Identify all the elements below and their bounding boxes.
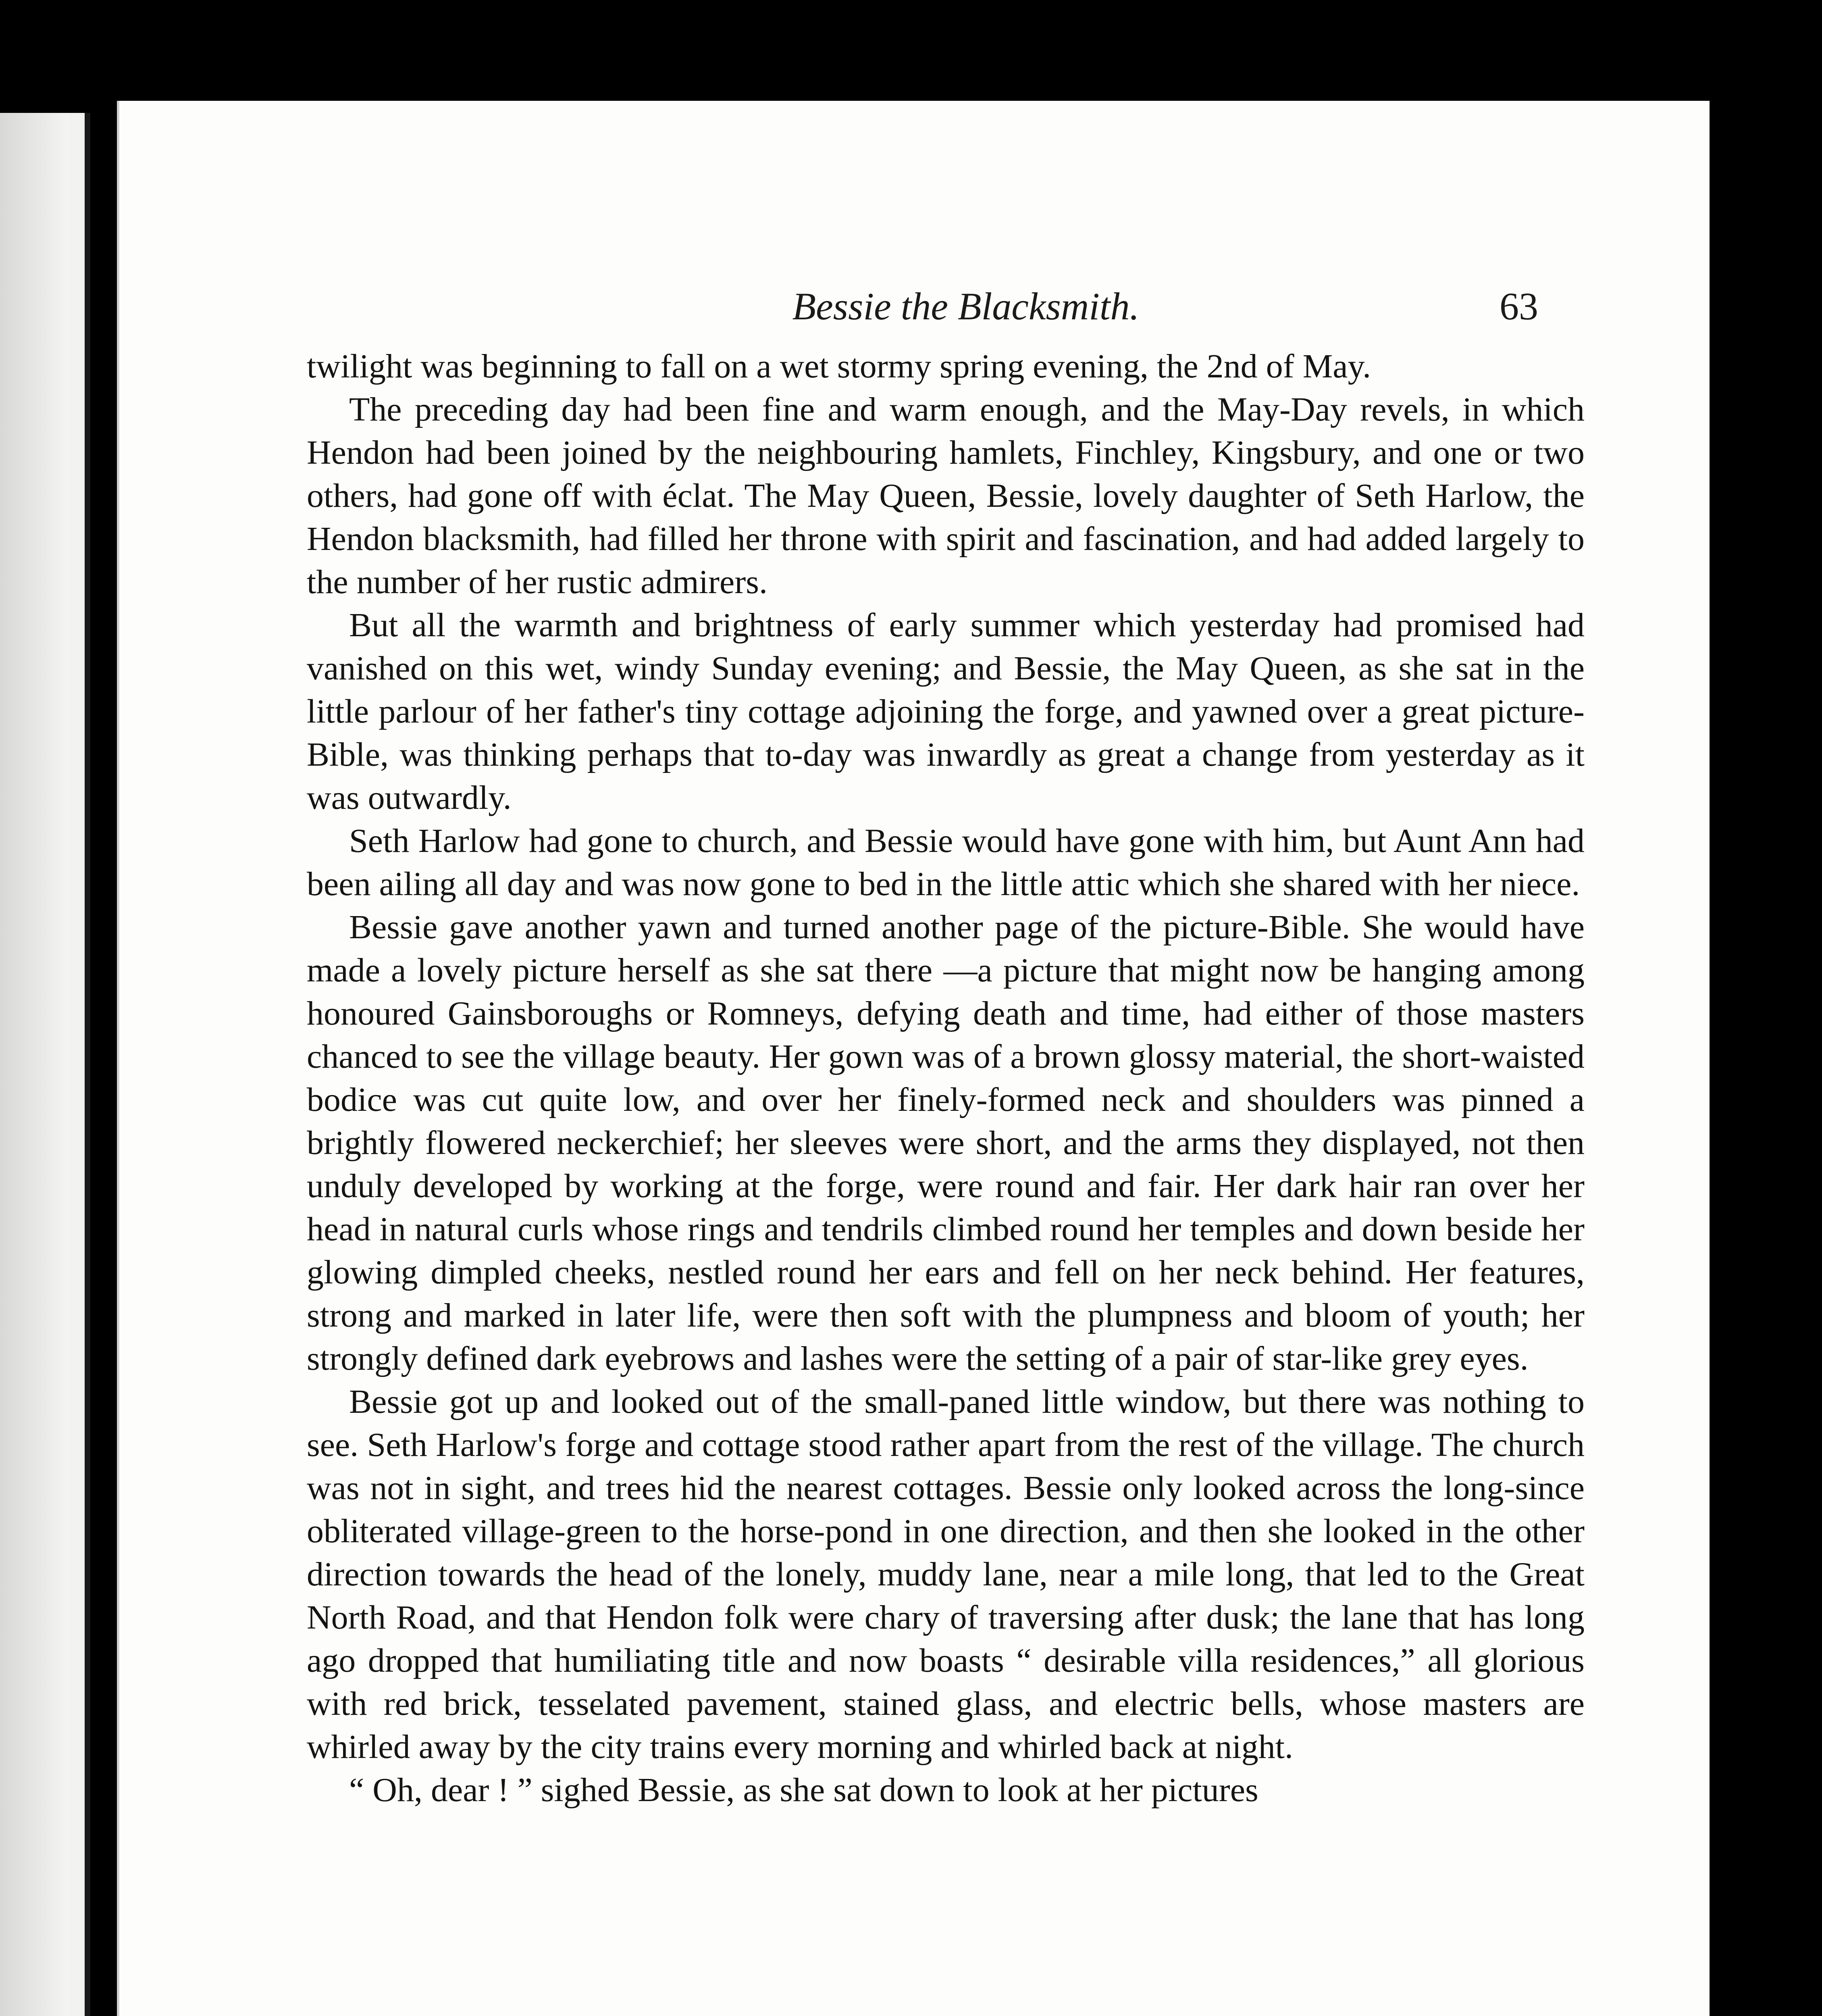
- facing-page-shadow: [0, 113, 69, 2016]
- paragraph-4: Seth Harlow had gone to church, and Bessie would have gone with him, but Aunt Ann had been ailing all day and was now gone to bed in the little attic which she shared with her niece.: [307, 822, 1585, 903]
- paragraph-1: twilight was beginning to fall on a wet stormy spring evening, the 2nd of May.: [307, 348, 1371, 385]
- paragraph-5: Bessie gave another yawn and turned another page of the picture-Bible. She would have made a lovely picture herself as she sat there —a picture that might now be hanging among honoured Gainsboroughs or Romneys, defying death and time, had either of those masters chanced to see the village beauty. Her gown was of a brown glossy material, the short-waisted bodice was cut quite low, and over her finely-formed neck and shoulders was pinned a brightly flowered neckerchief; her sleeves were short, and the arms they displayed, not then unduly developed by working at the forge, were round and fair. Her dark hair ran over her head in natural curls whose rings and tendrils climbed round her temples and down beside her glowing dimpled cheeks, nestled round her ears and fell on her neck behind. Her features, strong and marked in later life, were then soft with the plumpness and bloom of youth; her strongly defined dark eyebrows and lashes were the setting of a pair of star-like grey eyes.: [307, 908, 1585, 1377]
- paragraph-3: But all the warmth and brightness of early summer which yesterday had promised had vanished on this wet, windy Sunday evening; and Bessie, the May Queen, as she sat in the little parlour of her father's tiny cottage adjoining the forge, and yawned over a great picture-Bible, was thinking perhaps that to-day was inwardly as great a change from yesterday as it was outwardly.: [307, 606, 1585, 816]
- paragraph-6: Bessie got up and looked out of the small-paned little window, but there was nothing to see. Seth Harlow's forge and cottage stood rather apart from the rest of the village. The church was not in sight, and trees hid the nearest cottages. Bessie only looked across the long-since obliterated village-green to the horse-pond in one direction, and then she looked in the other direction towards the head of the lonely, muddy lane, near a mile long, that led to the Great North Road, and that Hendon folk were chary of traversing after dusk; the lane that has long ago dropped that humiliating title and now boasts “ desirable villa residences,” all glorious with red brick, tesselated pavement, stained glass, and electric bells, whose masters are whirled away by the city trains every morning and whirled back at night.: [307, 1383, 1585, 1766]
- page-number: 63: [1500, 285, 1538, 328]
- facing-page-edge: [0, 113, 90, 2016]
- paragraph-7: “ Oh, dear ! ” sighed Bessie, as she sat down to look at her pictures: [349, 1771, 1258, 1809]
- page-header: [119, 278, 1587, 335]
- paragraph-2: The preceding day had been fine and warm enough, and the May-Day revels, in which Hendon had been joined by the neighbouring hamlets, Finchley, Kingsbury, and one or two others, had gone off with éclat. The May Queen, Bessie, lovely daughter of Seth Harlow, the Hendon blacksmith, had filled her throne with spirit and fascination, and had added largely to the number of her rustic admirers.: [307, 391, 1585, 601]
- body-text: [307, 345, 1585, 1812]
- running-title: Bessie the Blacksmith.: [792, 285, 1140, 328]
- book-page: [117, 101, 1710, 2016]
